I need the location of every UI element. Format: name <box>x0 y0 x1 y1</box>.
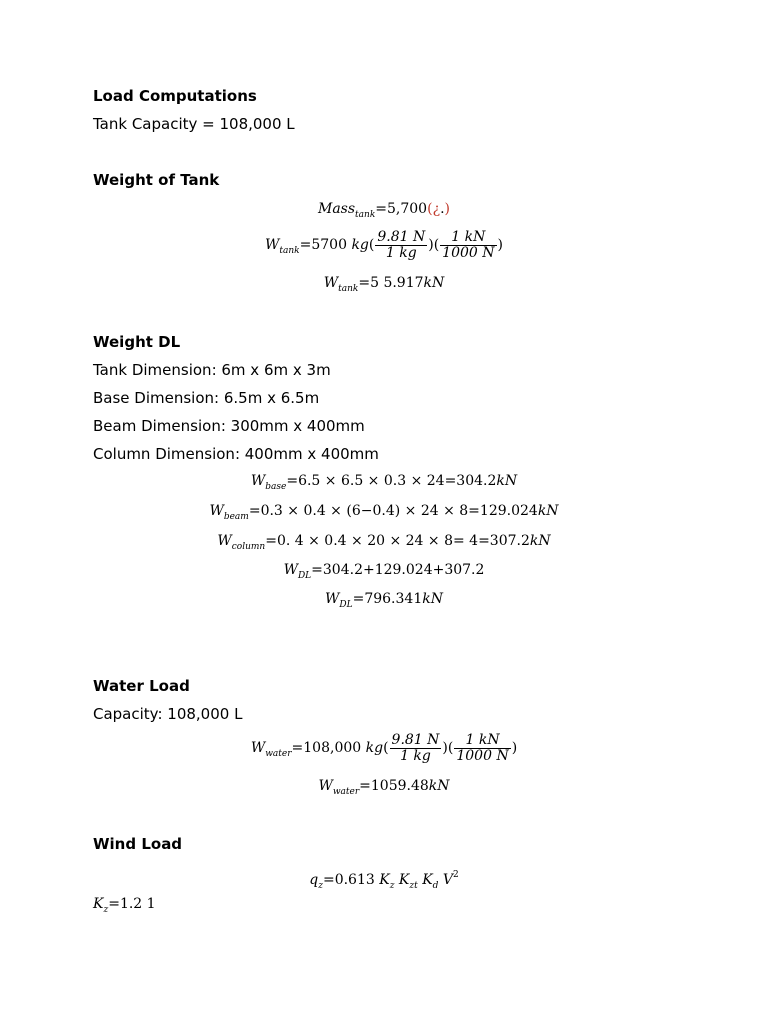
equation-w-water-conversion: $W_{water}=108,000$ kg( $\frac{9.81 N}{1 kg}$ )( $\frac{1 kN}{1000 N}$ ) <box>250 731 518 764</box>
tank-dimension-line: Tank Dimension: 6m x 6m x 3m <box>93 361 331 379</box>
eq-v: V <box>442 872 453 888</box>
eq-q: q <box>309 872 319 888</box>
eq-subscript: water <box>332 787 360 797</box>
eq-subscript: tank <box>355 210 376 220</box>
eq-subscript: base <box>265 482 287 492</box>
eq-rhs: =1.2 1 <box>108 896 156 912</box>
eq-k3: K <box>422 872 433 888</box>
eq-unit-kg: kg <box>365 740 384 756</box>
fraction-numerator: 9.81 N <box>377 228 426 245</box>
eq-unit: kN <box>428 778 450 794</box>
eq-lhs: W <box>250 740 266 756</box>
weight-tank-heading: Weight of Tank <box>93 171 220 189</box>
eq-subscript: DL <box>339 600 353 610</box>
eq-unit-kg: kg <box>351 237 369 253</box>
eq-rhs: =5,700 <box>375 201 428 217</box>
equation-w-beam <box>0 502 768 526</box>
eq-rhs: =796.341 <box>352 591 423 607</box>
fraction-denominator: 1000 N <box>442 244 495 261</box>
fraction-g <box>390 733 442 764</box>
fraction-numerator: 9.81 N <box>391 731 440 748</box>
eq-lhs: W <box>250 473 266 489</box>
fraction-denominator: 1000 N <box>456 747 509 764</box>
eq-lhs: Mass <box>317 201 356 217</box>
equation-w-dl-sum <box>0 561 768 585</box>
eq-unit: kN <box>422 591 443 607</box>
eq-subscript: zt <box>409 881 418 891</box>
eq-dot: . <box>440 201 445 217</box>
eq-rhs: =0.3 × 0.4 × (6−0.4) × 24 × 8=129.024 <box>248 503 538 519</box>
eq-unit: kN <box>537 503 559 519</box>
eq-paren-open: ( <box>427 201 433 217</box>
equation-w-tank-conversion: $W_{tank}=5700$ kg( $\frac{9.81 N}{1 kg}$ )( $\frac{1 kN}{1000 N}$ ) <box>265 228 503 261</box>
eq-glyph: ¿ <box>432 201 441 217</box>
eq-subscript: z <box>103 905 109 915</box>
eq-lhs: W <box>283 562 298 578</box>
eq-subscript: tank <box>338 284 359 294</box>
column-dimension-line: Column Dimension: 400mm x 400mm <box>93 445 379 463</box>
eq-superscript: 2 <box>453 870 459 880</box>
eq-lhs: W <box>209 503 224 519</box>
equation-w-base <box>0 472 768 496</box>
eq-lhs: W <box>323 275 339 291</box>
tank-capacity-line: Tank Capacity = 108,000 L <box>93 115 295 133</box>
base-dimension-line: Base Dimension: 6.5m x 6.5m <box>93 389 320 407</box>
water-load-heading: Water Load <box>93 677 190 695</box>
fraction-denominator: 1 kg <box>400 747 431 764</box>
eq-rhs: =1059.48 <box>359 778 429 794</box>
eq-subscript: z <box>318 881 323 891</box>
eq-rhs: =0. 4 × 0.4 × 20 × 24 × 8= 4=307.2 <box>265 533 530 549</box>
eq-lhs: W <box>217 533 232 549</box>
eq-lhs: W <box>318 778 333 794</box>
eq-subscript: column <box>231 542 266 552</box>
eq-subscript: DL <box>297 571 312 581</box>
eq-k2: K <box>398 872 410 888</box>
fraction-kn <box>440 230 496 261</box>
fraction-numerator: 1 kN <box>440 230 496 246</box>
eq-unit: kN <box>529 533 551 549</box>
eq-mass-value: =108,000 <box>291 740 362 756</box>
eq-subscript: water <box>265 749 292 759</box>
fraction-g <box>375 230 427 261</box>
eq-coefficient: =0.613 <box>322 872 375 888</box>
eq-k1: K <box>379 872 390 888</box>
wind-load-heading: Wind Load <box>93 835 183 853</box>
eq-rhs: =6.5 × 6.5 × 0.3 × 24=304.2 <box>286 473 497 489</box>
eq-subscript: d <box>432 881 439 891</box>
eq-mass-value: =5700 <box>299 237 347 253</box>
eq-lhs: W <box>265 237 280 253</box>
eq-subscript: z <box>389 881 395 891</box>
eq-lhs: W <box>325 591 340 607</box>
beam-dimension-line: Beam Dimension: 300mm x 400mm <box>93 417 365 435</box>
equation-w-water-result <box>0 777 768 801</box>
equation-w-tank-result <box>0 274 768 298</box>
fraction-kn <box>454 733 510 764</box>
eq-paren-close: ) <box>444 201 450 217</box>
eq-unit: kN <box>423 275 445 291</box>
equation-mass-tank <box>0 200 768 224</box>
eq-rhs: =5 5.917 <box>358 275 424 291</box>
fraction-denominator: 1 kg <box>385 244 417 261</box>
equation-kz <box>93 895 156 919</box>
weight-dl-heading: Weight DL <box>93 333 181 351</box>
water-capacity-line: Capacity: 108,000 L <box>93 705 243 723</box>
fraction-numerator: 1 kN <box>454 733 510 749</box>
eq-rhs: =304.2+129.024+307.2 <box>311 562 485 578</box>
eq-unit: kN <box>496 473 518 489</box>
equation-w-column <box>0 532 768 556</box>
equation-velocity-pressure <box>0 866 768 895</box>
equation-w-dl-total <box>0 590 768 614</box>
document-title: Load Computations <box>93 87 257 105</box>
eq-subscript: tank <box>279 246 300 256</box>
eq-lhs: K <box>93 896 104 912</box>
eq-subscript: beam <box>223 512 249 522</box>
